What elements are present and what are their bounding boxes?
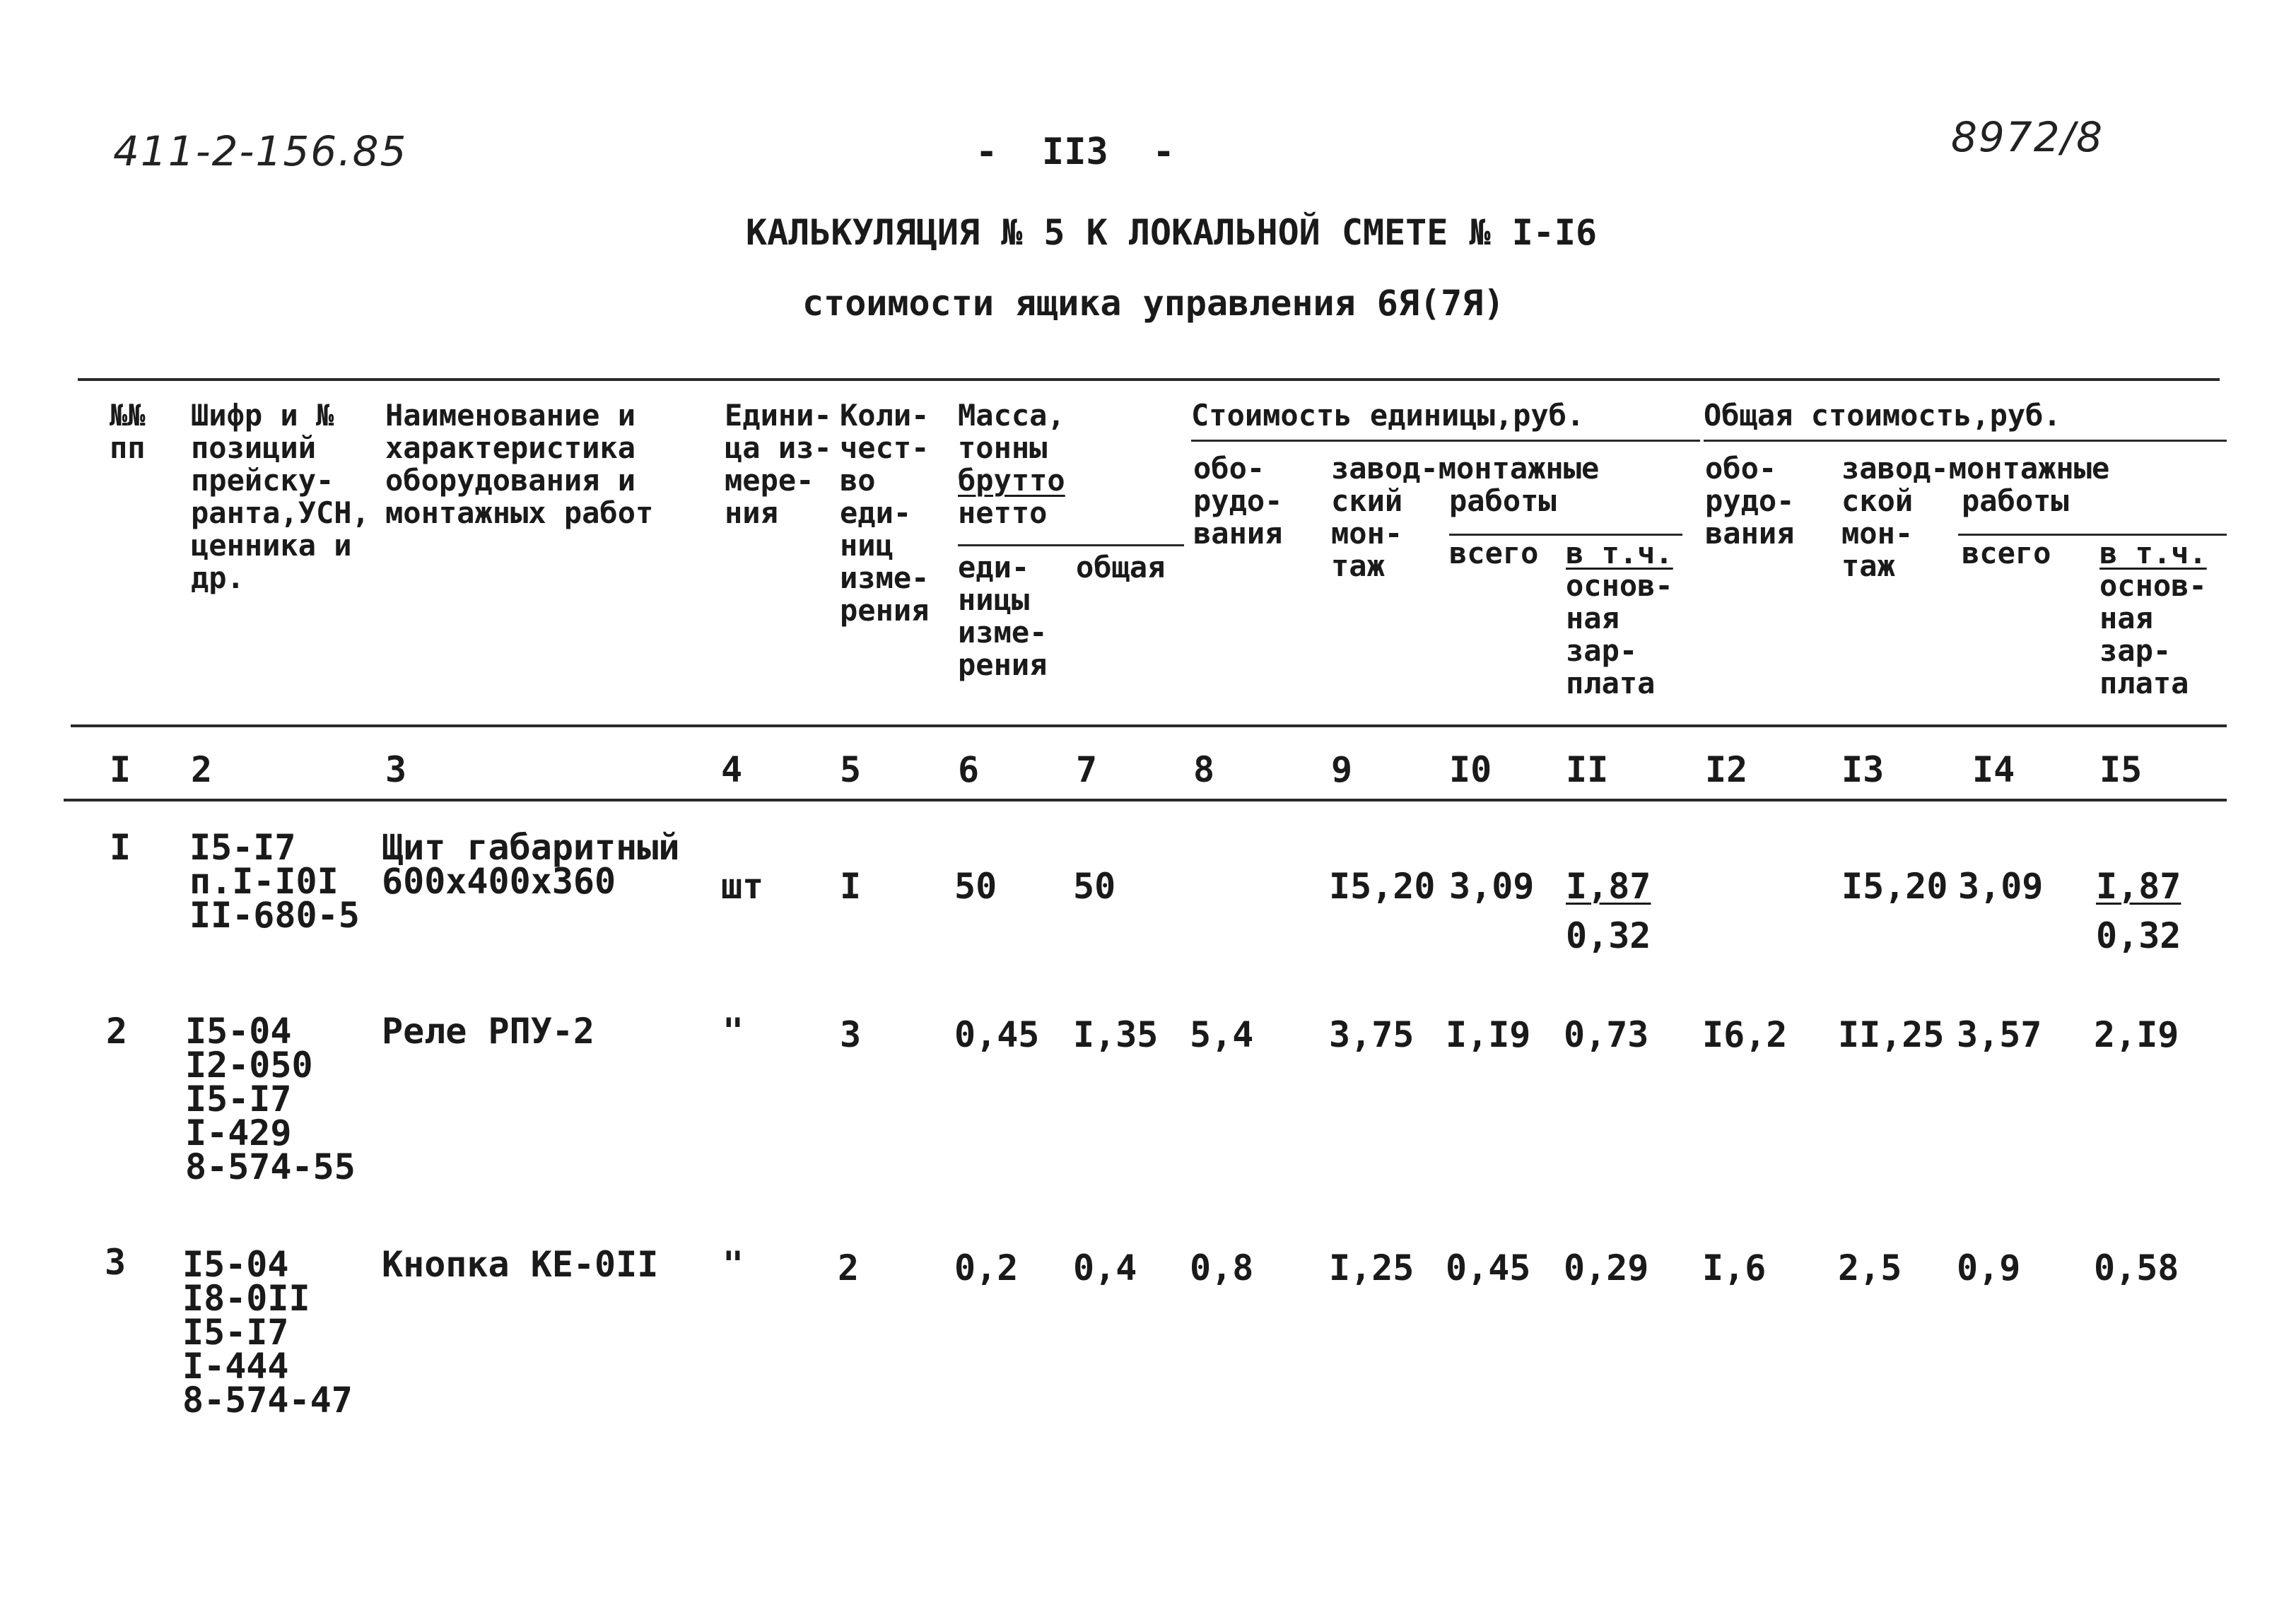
header-mass-total: общая [1076,550,1166,585]
header-works-total-unit: всего [1449,536,1539,570]
row-equipment-unit: 5,4 [1190,1014,1254,1055]
row-salary-total-top: I,87 [2096,866,2181,907]
row-install-unit: 3,75 [1329,1014,1414,1055]
header-bottom-rule [71,724,2227,727]
row-equipment-total: I,6 [1702,1247,1767,1288]
row-salary-unit: 0,29 [1564,1247,1649,1288]
header-equipment-total: обо- рудо- вания [1705,451,1795,551]
row-install-total: 2,5 [1838,1247,1902,1288]
row-salary-unit-top: I,87 [1566,866,1651,907]
col-number: I3 [1841,749,1885,790]
row-mass-total: 0,4 [1073,1247,1137,1288]
col-number: 7 [1076,749,1098,790]
row-unit: " [722,1011,744,1052]
col-number: I0 [1449,749,1492,790]
header-works-total-total: всего [1962,536,2051,570]
row-salary-total: 2,I9 [2094,1014,2179,1055]
row-works-unit: 3,09 [1449,866,1535,907]
row-name: Кнопка КЕ-0II [382,1244,659,1285]
header-unit-cost: Стоимость единицы,руб. [1191,398,1585,433]
header-salary-total: основ- ная зар- плата [2099,568,2207,700]
row-works-unit: I,I9 [1446,1014,1531,1055]
total-cost-rule [1704,440,2227,442]
row-install-total: I5,20 [1841,866,1948,907]
header-works-total: работы [1962,483,2069,518]
col-number: 5 [840,749,862,790]
row-number: I [110,827,131,868]
header-name: Наименование и характеристика оборудования и монтажных работ [385,398,654,530]
unit-cost-rule [1191,440,1700,442]
header-factory-install-unit: ский мон- таж [1331,483,1403,583]
header-equipment-unit: обо- рудо- вания [1193,451,1283,551]
header-quantity: Коли- чест- во еди- ниц изме- рения [840,398,930,628]
header-factory-install-total: ской мон- таж [1841,483,1914,583]
row-name: Реле РПУ-2 [382,1011,595,1052]
row-salary-unit: 0,73 [1564,1014,1649,1055]
row-number: 3 [105,1242,127,1283]
handwritten-sheet-number: 8972/8 [1951,113,2104,161]
col-number: 9 [1331,749,1353,790]
page-title: КАЛЬКУЛЯЦИЯ № 5 К ЛОКАЛЬНОЙ СМЕТЕ № I-I6 [746,212,1598,253]
row-unit: " [722,1244,744,1285]
header-factory-works-total: завод-монтажные [1841,451,2110,486]
header-salary-unit: основ- ная зар- плата [1566,568,1673,700]
header-code: Шифр и № позиций прейску- ранта,УСН, ценника и др. [191,398,370,595]
header-mass-unit: еди- ницы изме- рения [958,550,1048,682]
row-unit: шт [721,866,764,907]
row-code: I5-04 I2-050 I5-I7 I-429 8-574-55 [185,1011,356,1187]
row-code: I5-04 I8-0II I5-I7 I-444 8-574-47 [182,1244,353,1421]
row-install-unit: I5,20 [1329,866,1436,907]
row-code: I5-I7 п.I-I0I II-680-5 [189,827,360,936]
col-number: 6 [958,749,980,790]
header-incl-unit: в т.ч. [1566,536,1673,570]
row-quantity: 3 [840,1014,862,1055]
row-mass-unit: 0,45 [954,1014,1040,1055]
header-mass: Масса, тонны [958,398,1065,465]
header-works-unit: работы [1449,483,1557,518]
col-number: II [1566,749,1609,790]
col-number: I [110,749,131,790]
col-number: 4 [721,749,743,790]
header-total-cost: Общая стоимость,руб. [1704,398,2061,433]
page-subtitle: стоимости ящика управления 6Я(7Я) [802,283,1505,324]
row-mass-total: 50 [1073,866,1116,907]
row-works-unit: 0,45 [1446,1247,1531,1288]
header-factory-works-unit: завод-монтажные [1331,451,1600,486]
col-numbers-rule [64,799,2227,802]
row-mass-total: I,35 [1073,1014,1159,1055]
table-top-rule [78,378,2220,381]
row-works-total: 3,57 [1957,1014,2042,1055]
row-equipment-total: I6,2 [1702,1014,1788,1055]
row-works-total: 3,09 [1958,866,2044,907]
handwritten-doc-code: 411-2-156.85 [113,127,408,175]
header-mass-netto: нетто [958,495,1048,530]
row-quantity: I [840,866,862,907]
header-incl-total: в т.ч. [2099,536,2207,570]
header-mass-brutto: брутто [958,463,1065,498]
page-number: - II3 - [976,131,1175,173]
mass-rule [958,544,1184,546]
col-number: I2 [1705,749,1748,790]
row-install-total: II,25 [1838,1014,1945,1055]
row-equipment-unit: 0,8 [1190,1247,1254,1288]
col-number: 2 [191,749,213,790]
col-number: 3 [385,749,407,790]
header-row-number: №№ пп [110,398,146,465]
row-mass-unit: 0,2 [954,1247,1019,1288]
col-number: 8 [1193,749,1215,790]
row-mass-unit: 50 [954,866,997,907]
row-works-total: 0,9 [1957,1247,2021,1288]
row-salary-total: 0,58 [2094,1247,2179,1288]
row-salary-unit-bottom: 0,32 [1566,915,1651,956]
col-number: I5 [2099,749,2143,790]
header-unit: Едини- ца из- мере- ния [725,398,832,530]
row-quantity: 2 [838,1247,860,1288]
row-number: 2 [106,1011,128,1052]
row-name: Щит габаритный 600x400x360 [382,827,680,902]
row-salary-total-bottom: 0,32 [2096,915,2181,956]
row-install-unit: I,25 [1329,1247,1414,1288]
col-number: I4 [1972,749,2015,790]
